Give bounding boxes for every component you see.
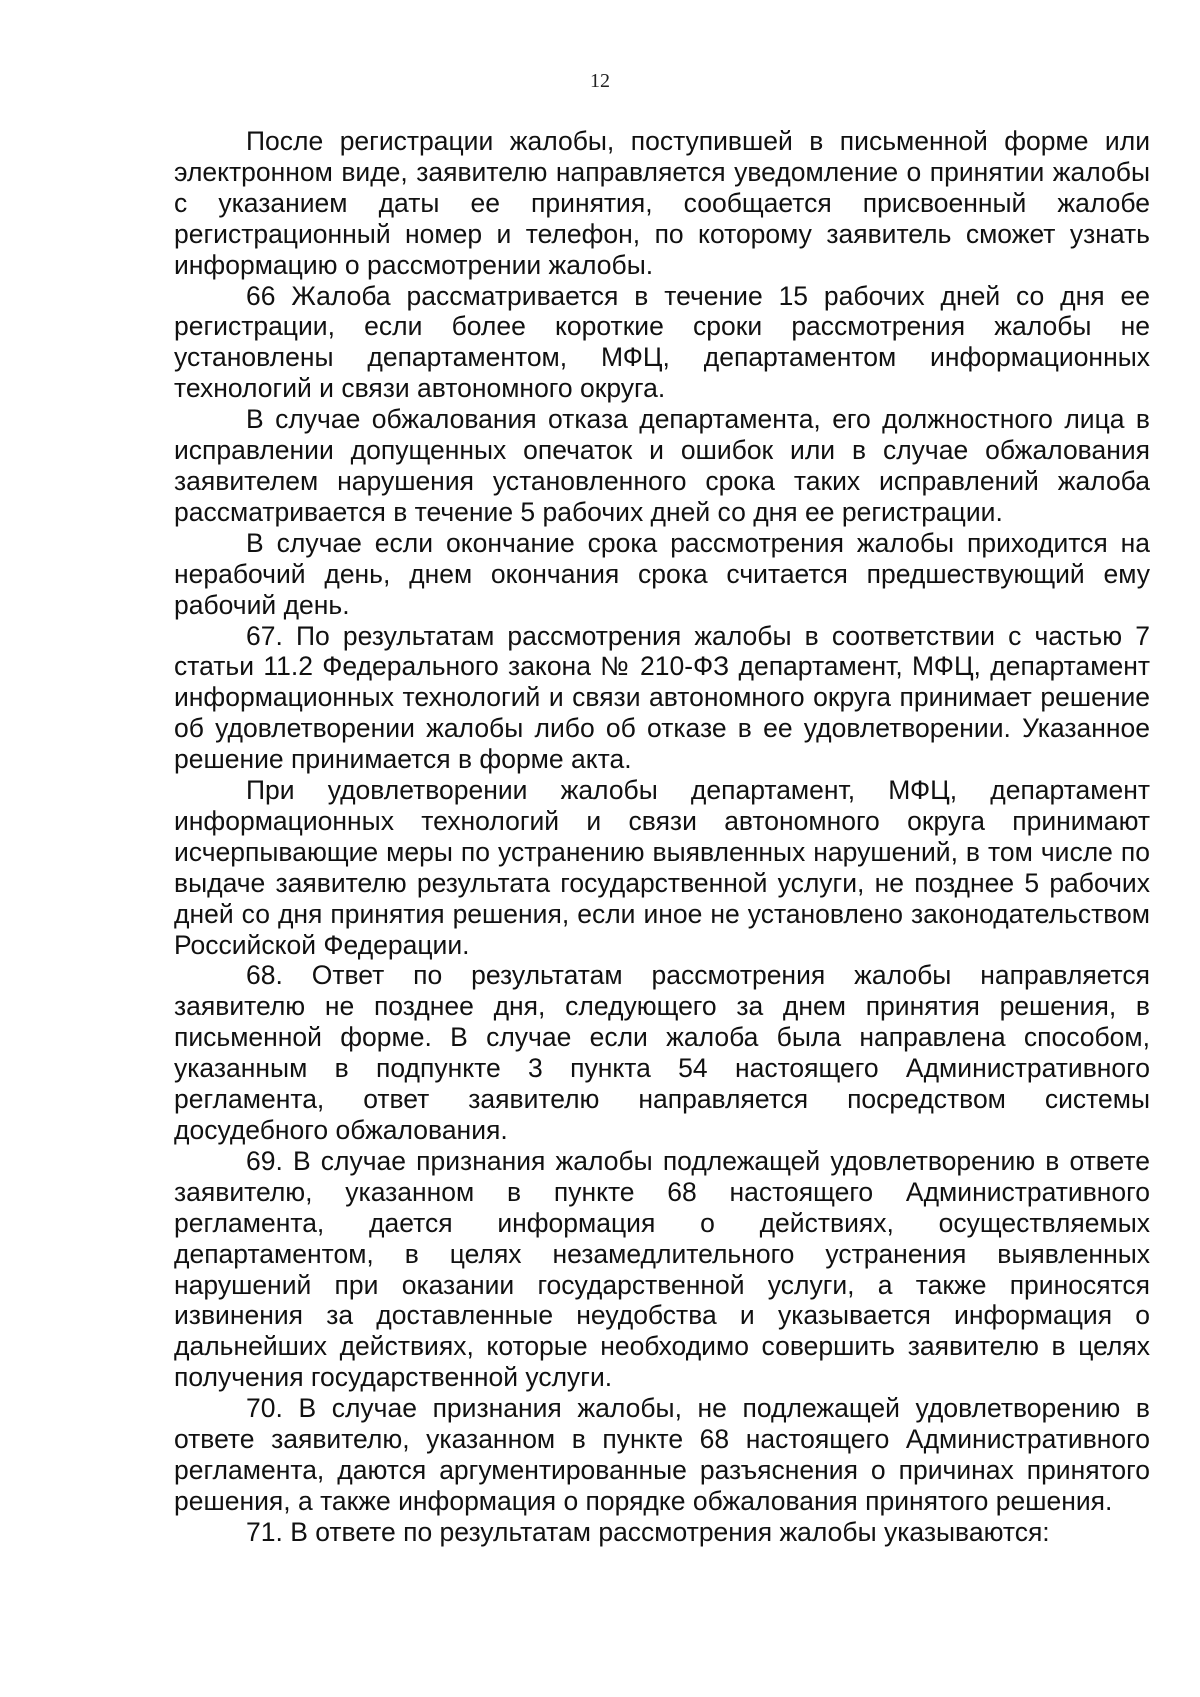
document-body <box>174 126 1150 1548</box>
paragraph-66: 66 Жалоба рассматривается в течение 15 рабочих дней со дня ее регистрации, если более короткие сроки рассмотрения жалобы не установлены департаментом, МФЦ, департаментом информационных технологий и связи автономного округа. <box>174 280 1150 404</box>
paragraph-registration-notice: После регистрации жалобы, поступившей в письменной форме или электронном виде, заявителю направляется уведомление о принятии жалобы с указанием даты ее принятия, сообщается присвоенный жалобе регистрационный номер и телефон, по которому заявитель сможет узнать информацию о рассмотрении жалобы. <box>174 126 1150 280</box>
page-number: 12 <box>590 70 610 92</box>
paragraph-69: 69. В случае признания жалобы подлежащей удовлетворению в ответе заявителю, указанном в пункте 68 настоящего Административного регламента, дается информация о действиях, осуществляемых департаментом, в целях незамедлительного устранения выявленных нарушений при оказании государственной услуги, а также приносятся извинения за доставленные неудобства и указывается информация о дальнейших действиях, которые необходимо совершить заявителю в целях получения государственной услуги. <box>174 1145 1150 1393</box>
paragraph-non-working-day: В случае если окончание срока рассмотрения жалобы приходится на нерабочий день, днем окончания срока считается предшествующий ему рабочий день. <box>174 527 1150 620</box>
paragraph-correction-appeal: В случае обжалования отказа департамента, его должностного лица в исправлении допущенных опечаток и ошибок или в случае обжалования заявителем нарушения установленного срока таких исправлений жалоба рассматривается в течение 5 рабочих дней со дня ее регистрации. <box>174 404 1150 527</box>
paragraph-71: 71. В ответе по результатам рассмотрения жалобы указываются: <box>246 1516 1050 1547</box>
paragraph-68: 68. Ответ по результатам рассмотрения жалобы направляется заявителю не позднее дня, следующего за днем принятия решения, в письменной форме. В случае если жалоба была направлена способом, указанным в подпункте 3 пункта 54 настоящего Административного регламента, ответ заявителю направляется посредством системы досудебного обжалования. <box>174 960 1150 1145</box>
paragraph-67: 67. По результатам рассмотрения жалобы в соответствии с частью 7 статьи 11.2 Федерального закона № 210-ФЗ департамент, МФЦ, департамент информационных технологий и связи автономного округа принимает решение об удовлетворении жалобы либо об отказе в ее удовлетворении. Указанное решение принимается в форме акта. <box>174 620 1150 775</box>
paragraph-70: 70. В случае признания жалобы, не подлежащей удовлетворению в ответе заявителю, указанном в пункте 68 настоящего Административного регламента, даются аргументированные разъяснения о причинах принятого решения, а также информация о порядке обжалования принятого решения. <box>174 1393 1150 1516</box>
paragraph-satisfaction-measures: При удовлетворении жалобы департамент, МФЦ, департамент информационных технологий и связи автономного округа принимают исчерпывающие меры по устранению выявленных нарушений, в том числе по выдаче заявителю результата государственной услуги, не позднее 5 рабочих дней со дня принятия решения, если иное не установлено законодательством Российской Федерации. <box>174 775 1150 960</box>
